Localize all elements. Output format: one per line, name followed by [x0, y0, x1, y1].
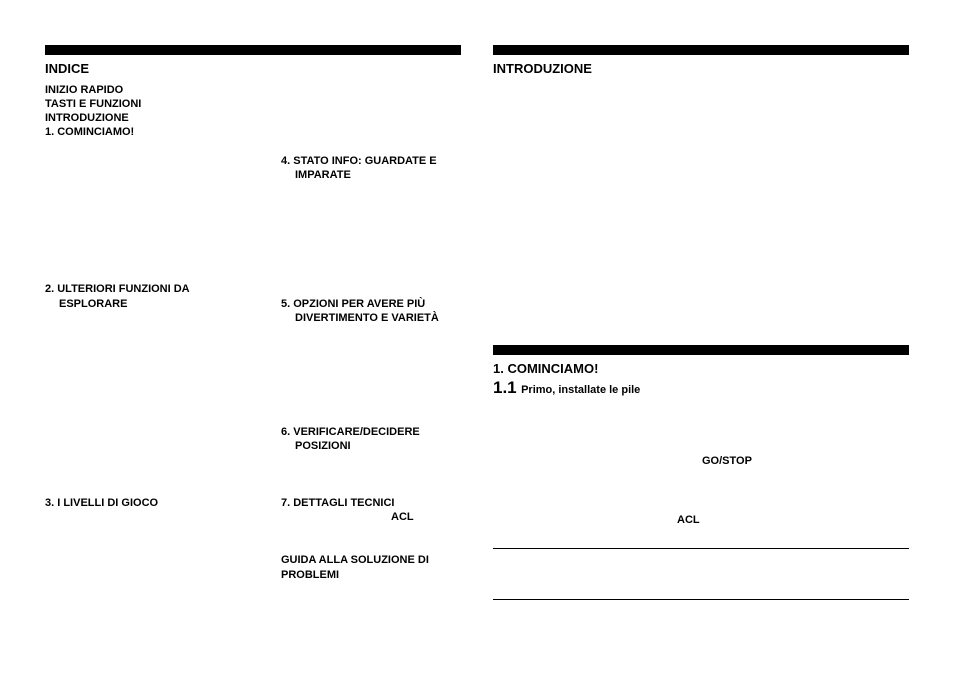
section1-bar: [493, 345, 909, 355]
toc-guide-line2: PROBLEMI: [281, 569, 340, 581]
intro-heading: INTRODUZIONE: [493, 61, 592, 76]
subsection-number: 1.1: [493, 378, 517, 397]
toc-section-4-line1: 4. STATO INFO: GUARDATE E: [281, 155, 437, 167]
toc-section-6-line1: 6. VERIFICARE/DECIDERE: [281, 426, 420, 438]
go-stop-key: GO/STOP: [702, 455, 752, 467]
toc-section-2-line1: 2. ULTERIORI FUNZIONI DA: [45, 283, 190, 295]
index-heading: INDICE: [45, 61, 90, 76]
right-header-bar: [493, 45, 909, 55]
toc-section-2-line2: ESPLORARE: [59, 298, 128, 310]
acl-key: ACL: [677, 514, 700, 526]
toc-section-4-line2: IMPARATE: [295, 169, 351, 181]
toc-section-7: 7. DETTAGLI TECNICI: [281, 497, 395, 509]
subsection-1-1: [493, 378, 640, 398]
subsection-title: Primo, installate le pile: [521, 384, 641, 396]
rule-bottom: [493, 599, 909, 600]
toc-section-1: 1. COMINCIAMO!: [45, 126, 135, 138]
toc-intro: INTRODUZIONE: [45, 112, 129, 124]
section1-heading: 1. COMINCIAMO!: [493, 361, 599, 376]
toc-quick-start: INIZIO RAPIDO: [45, 84, 124, 96]
toc-keys: TASTI E FUNZIONI: [45, 98, 142, 110]
toc-section-5-line2: DIVERTIMENTO E VARIETÀ: [295, 312, 439, 324]
toc-acl: ACL: [391, 511, 414, 523]
toc-section-5-line1: 5. OPZIONI PER AVERE PIÙ: [281, 298, 426, 310]
rule-top: [493, 548, 909, 549]
left-header-bar: [45, 45, 461, 55]
toc-guide-line1: GUIDA ALLA SOLUZIONE DI: [281, 554, 429, 566]
toc-section-6-line2: POSIZIONI: [295, 440, 351, 452]
toc-section-3: 3. I LIVELLI DI GIOCO: [45, 497, 159, 509]
